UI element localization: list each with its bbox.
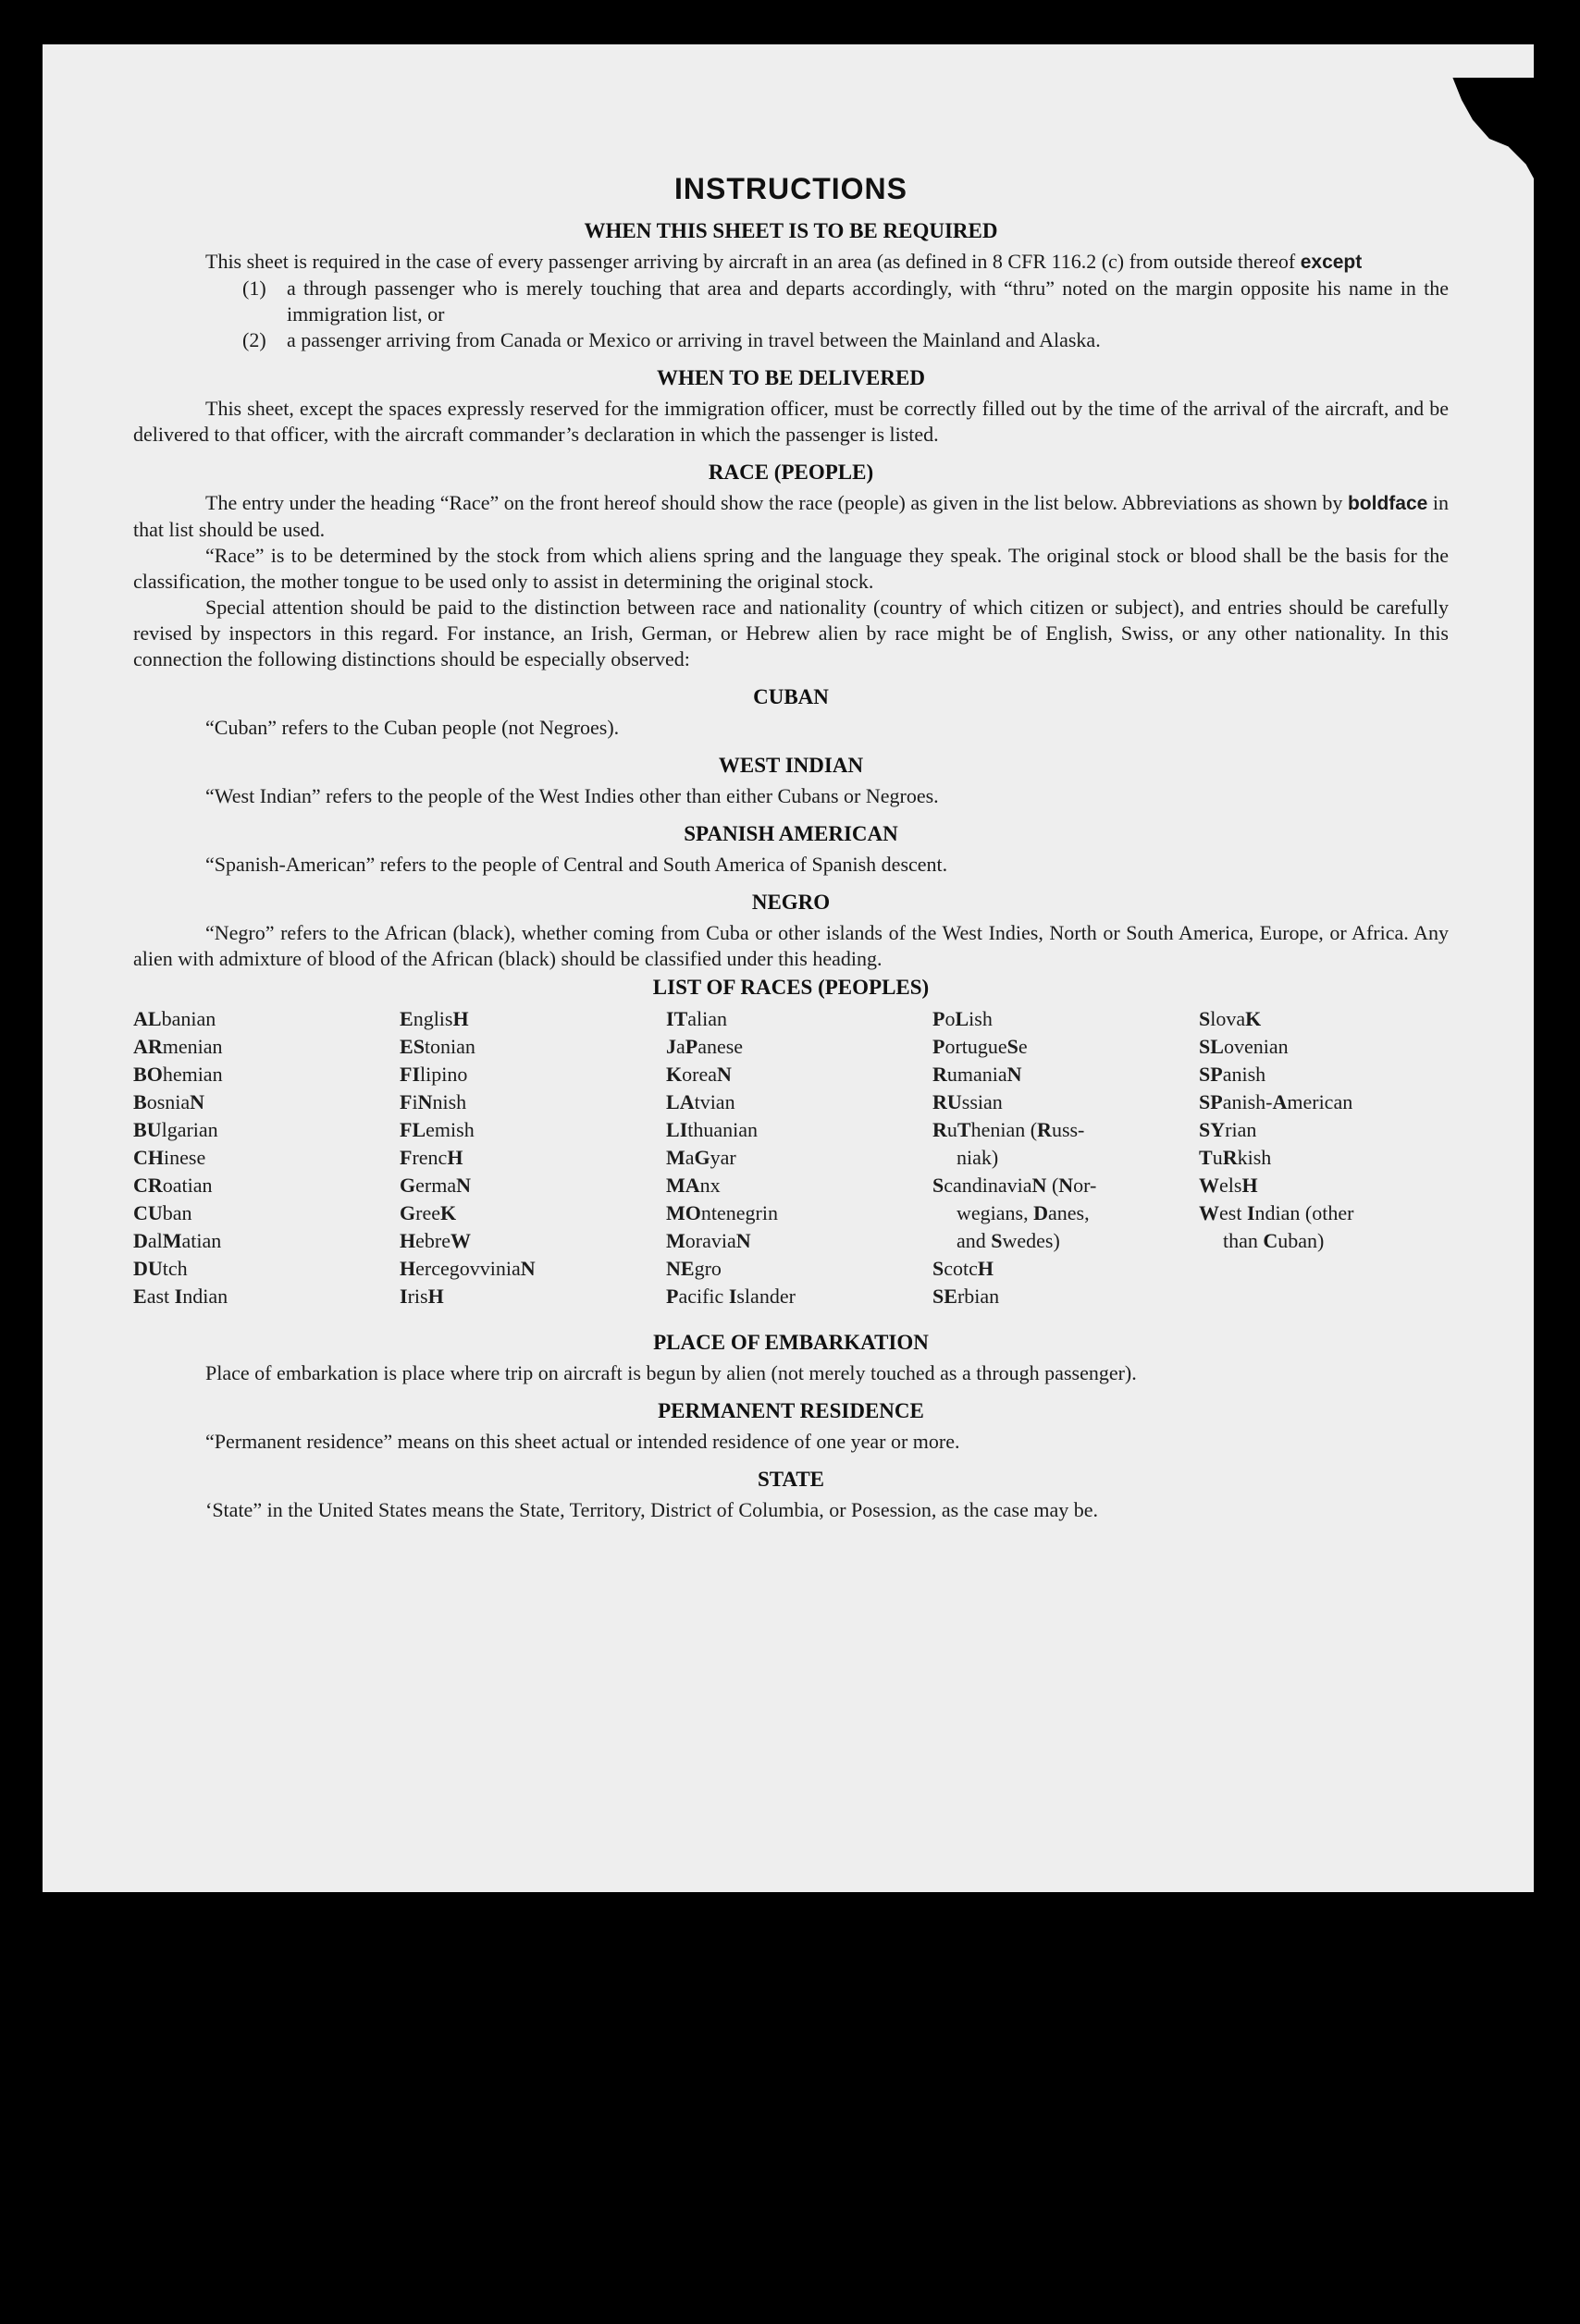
race-entry: ARmenian [133,1035,223,1058]
race-entry: MOntenegrin [666,1201,778,1224]
residence-text: “Permanent residence” means on this sheet actual or intended residence of one year or more. [205,1430,960,1453]
race-entry: DalMatian [133,1229,222,1252]
race-entry: than Cuban) [1223,1229,1325,1252]
heading-required: WHEN THIS SHEET IS TO BE REQUIRED [584,219,998,242]
race-entry: FIlipino [400,1063,468,1086]
delivered-text: This sheet, except the spaces expressly reserved for the immigration officer, must be correctly filled out by the time of the arrival of the aircraft, and be delivered to that officer, with the aircraft commander’s declaration in which the passenger is listed. [133,397,1449,446]
race-entry: HebreW [400,1229,471,1252]
heading-races-list: LIST OF RACES (PEOPLES) [652,976,930,999]
races-column-5 [1199,1005,1421,1310]
races-column-4 [932,1005,1199,1310]
race-entry: WelsH [1199,1174,1258,1197]
embarkation-text: Place of embarkation is place where trip on aircraft is begun by alien (not merely touched as a through passenger). [205,1361,1137,1384]
race-entry: FLemish [400,1118,475,1141]
race-entry: LAtvian [666,1090,735,1113]
race-entry: RuThenian (Russ- [932,1118,1085,1141]
west-indian-text: “West Indian” refers to the people of the West Indies other than either Cubans or Negroes. [205,784,939,807]
required-item-1: (1) a through passenger who is merely touching that area and departs accordingly, with “thru” noted on the margin opposite his name in the immigration list, or [242,277,1449,326]
race-entry: EStonian [400,1035,475,1058]
races-column-2 [400,1005,666,1310]
race-entry: IrisH [400,1285,444,1308]
heading-negro: NEGRO [751,891,831,914]
race-entry: GermaN [400,1174,471,1197]
required-intro-keyword: except [1300,252,1363,273]
race-entry: West Indian (other [1199,1201,1354,1224]
state-text: ‘State” in the United States means the State, Territory, District of Columbia, or Posession, as the case may be. [205,1498,1099,1521]
race-entry: MaGyar [666,1146,736,1169]
heading-delivered: WHEN TO BE DELIVERED [657,366,925,389]
race-entry: LIthuanian [666,1118,759,1141]
race-entry: ITalian [666,1007,728,1030]
race-entry: MoraviaN [666,1229,751,1252]
race-paragraph-3: Special attention should be paid to the distinction between race and nationality (country of which citizen or subject), and entries should be carefully revised by inspectors in this regard. For instance, an Irish, German, or Hebrew alien by race might be of English, Swiss, or any other nationality. In this connection the following distinctions should be especially observed: [133,596,1449,670]
races-list [133,1005,1449,1310]
race-entry: HercegovviniaN [400,1257,536,1280]
race-entry: DUtch [133,1257,188,1280]
heading-west-indian: WEST INDIAN [718,754,864,777]
race-entry: MAnx [666,1174,721,1197]
required-intro: This sheet is required in the case of every passenger arriving by aircraft in an area (as defined in 8 CFR 116.2 (c) from outside thereof except [205,250,1363,273]
race-entry: CUban [133,1201,192,1224]
races-column-3 [666,1005,932,1310]
cuban-text: “Cuban” refers to the Cuban people (not Negroes). [205,716,620,739]
page-title: INSTRUCTIONS [674,172,907,205]
heading-embarkation: PLACE OF EMBARKATION [653,1331,929,1354]
race-entry: CHinese [133,1146,206,1169]
negro-text: “Negro” refers to the African (black), whether coming from Cuba or other islands of the West Indies, North or South America, Europe, or Africa. Any alien with admixture of blood of the African (black) should be classified under this heading. [133,921,1449,970]
race-entry: GreeK [400,1201,457,1224]
race-entry: ScandinaviaN (Nor- [932,1174,1097,1197]
instruction-sheet [43,44,1534,1892]
race-entry: NEgro [666,1257,722,1280]
race-entry: RumaniaN [932,1063,1022,1086]
race-entry: BosniaN [133,1090,205,1113]
race-entry: FiNnish [400,1090,467,1113]
heading-residence: PERMANENT RESIDENCE [658,1399,924,1422]
race-entry: wegians, Danes, [957,1201,1090,1224]
race-entry: KoreaN [666,1063,732,1086]
race-entry: RUssian [932,1090,1003,1113]
spanish-american-text: “Spanish-American” refers to the people of Central and South America of Spanish descent. [205,853,948,876]
race-entry: BUlgarian [133,1118,218,1141]
race-keyword-boldface: boldface [1347,493,1428,514]
heading-spanish-american: SPANISH AMERICAN [684,822,898,845]
race-entry: SYrian [1199,1118,1257,1141]
race-entry: ALbanian [133,1007,216,1030]
race-entry: East Indian [133,1285,228,1308]
race-entry: EnglisH [400,1007,469,1030]
race-entry: ScotcH [932,1257,994,1280]
race-entry: TuRkish [1199,1146,1272,1169]
race-entry: SPanish-American [1199,1090,1353,1113]
race-entry: and Swedes) [957,1229,1060,1252]
race-paragraph-1: The entry under the heading “Race” on the front hereof should show the race (people) as given in the list below. Abbreviations as shown by boldface in that list should be used. [133,491,1449,541]
race-paragraph-2: “Race” is to be determined by the stock from which aliens spring and the language they speak. The original stock or blood shall be the basis for the classification, the mother tongue to be used only to assist in determining the original stock. [133,544,1449,593]
race-entry: PortugueSe [932,1035,1028,1058]
race-entry: Pacific Islander [666,1285,796,1308]
race-entry: SlovaK [1199,1007,1262,1030]
heading-cuban: CUBAN [753,685,829,708]
race-entry: FrencH [400,1146,463,1169]
race-entry: BOhemian [133,1063,223,1086]
race-entry: niak) [957,1146,999,1169]
race-entry: PoLish [932,1007,993,1030]
race-entry: SLovenian [1199,1035,1289,1058]
race-entry: JaPanese [666,1035,744,1058]
races-column-1 [133,1005,400,1310]
heading-state: STATE [757,1468,824,1491]
required-item-2: (2) a passenger arriving from Canada or Mexico or arriving in travel between the Mainland and Alaska. [242,328,1101,351]
race-entry: SErbian [932,1285,1000,1308]
heading-race: RACE (PEOPLE) [708,461,874,484]
race-entry: CRoatian [133,1174,213,1197]
race-entry: SPanish [1199,1063,1266,1086]
